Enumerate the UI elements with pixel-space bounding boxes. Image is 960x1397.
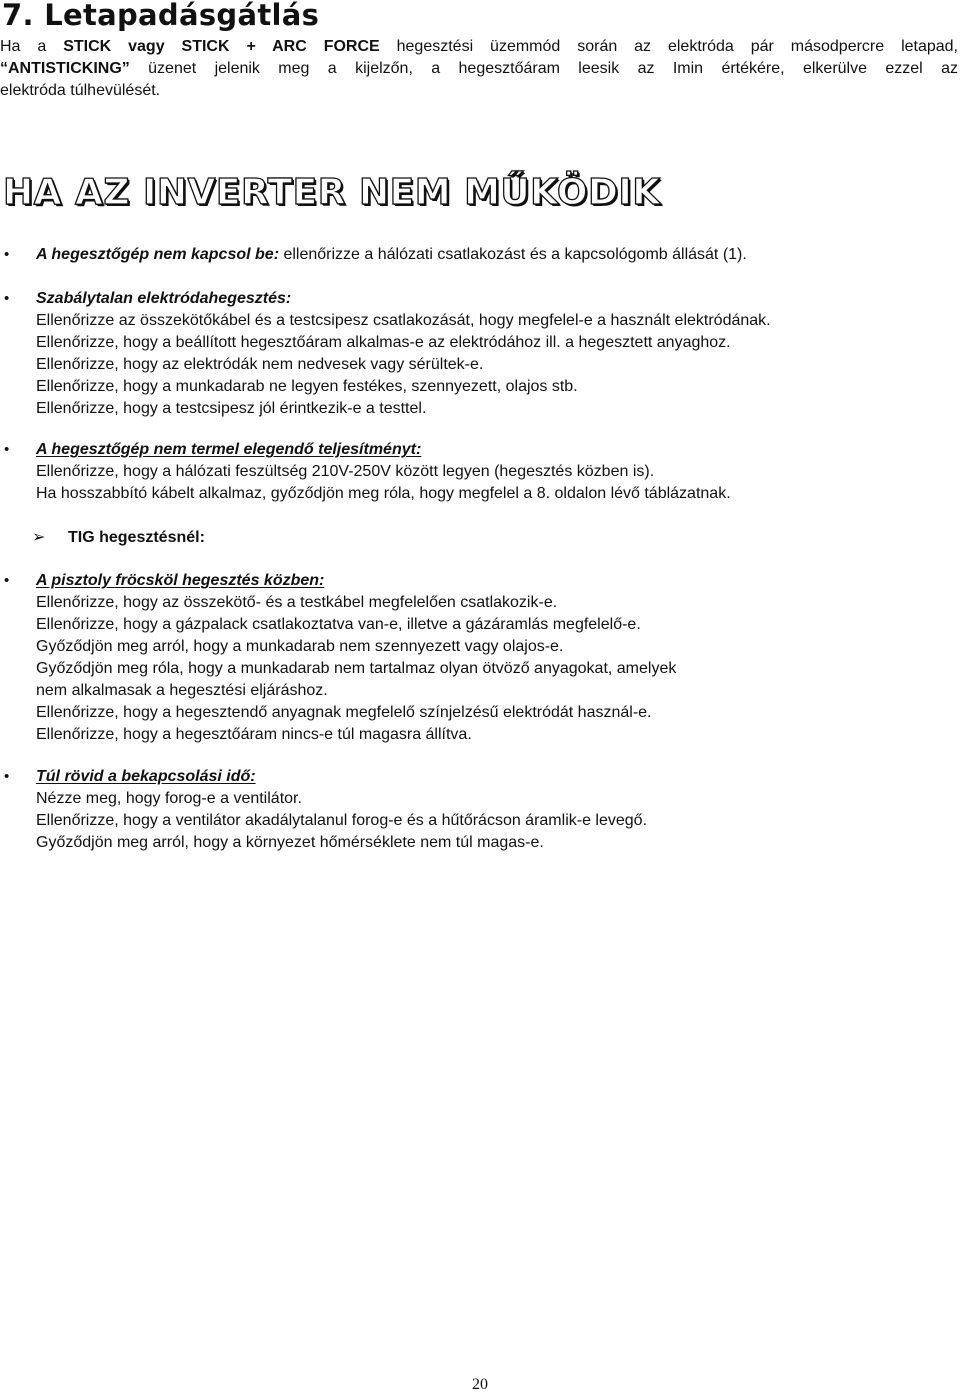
item-line: Ellenőrizze, hogy a hegesztendő anyagnak megfelelő színjelzésű elektródát használ-e.	[36, 704, 652, 721]
item-short-duty-cycle	[4, 766, 956, 854]
item-irregular-welding	[4, 288, 956, 420]
item-line: Győződjön meg arról, hogy a munkadarab nem szennyezett vagy olajos-e.	[36, 638, 564, 655]
tig-subheading-text: TIG hegesztésnél:	[68, 529, 205, 546]
item-line: Ellenőrizze, hogy a ventilátor akadálytalanul forog-e és a hűtőrácson áramlik-e levegő.	[36, 812, 648, 829]
arrow-bullet-icon: ➢	[32, 529, 46, 546]
item-line: Ha hosszabbító kábelt alkalmaz, győződjön meg róla, hogy megfelel a 8. oldalon lévő táblázatnak.	[36, 485, 731, 502]
intro-line-3: elektróda túlhevülését.	[0, 82, 161, 99]
item-heading: Szabálytalan elektródahegesztés:	[36, 290, 292, 307]
bullet-icon: •	[4, 768, 10, 785]
intro-message-name: “ANTISTICKING”	[0, 60, 130, 77]
item-heading: A hegesztőgép nem kapcsol be:	[36, 246, 280, 263]
intro-text: Ha a	[0, 38, 64, 55]
item-line: Ellenőrizze, hogy a munkadarab ne legyen festékes, szennyezett, olajos stb.	[36, 378, 578, 395]
item-heading: Túl rövid a bekapcsolási idő:	[36, 768, 256, 785]
bullet-icon: •	[4, 572, 10, 589]
item-text: ellenőrizze a hálózati csatlakozást és a kapcsológomb állását (1).	[279, 246, 747, 263]
intro-mode-name: STICK vagy STICK + ARC FORCE	[63, 38, 380, 55]
bullet-icon: •	[4, 246, 10, 263]
troubleshooting-heading: HA AZ INVERTER NEM MŰKÖDIK	[3, 172, 661, 213]
item-line: Ellenőrizze, hogy a beállított hegesztőáram alkalmas-e az elektródához ill. a hegesztett anyaghoz.	[36, 334, 731, 351]
item-line: nem alkalmasak a hegesztési eljáráshoz.	[36, 682, 328, 699]
item-line: Ellenőrizze, hogy az összekötő- és a testkábel megfelelően csatlakozik-e.	[36, 594, 558, 611]
item-heading: A pisztoly fröcsköl hegesztés közben:	[36, 572, 325, 589]
item-line: Győződjön meg róla, hogy a munkadarab nem tartalmaz olyan ötvöző anyagokat, amelyek	[36, 660, 677, 677]
item-line: Ellenőrizze, hogy a testcsipesz jól érintkezik-e a testtel.	[36, 400, 427, 417]
item-line: Ellenőrizze az összekötőkábel és a testcsipesz csatlakozását, hogy megfelel-e a használt elektródának.	[36, 312, 771, 329]
item-low-power	[4, 439, 956, 505]
item-no-power-on	[4, 244, 956, 266]
bullet-icon: •	[4, 290, 10, 307]
item-line: Ellenőrizze, hogy az elektródák nem nedvesek vagy sérültek-e.	[36, 356, 484, 373]
intro-line-2	[0, 58, 958, 80]
tig-subheading	[32, 527, 956, 549]
intro-paragraph	[0, 36, 958, 102]
item-line: Ellenőrizze, hogy a hegesztőáram nincs-e túl magasra állítva.	[36, 726, 472, 743]
page-number: 20	[472, 1376, 488, 1393]
intro-line-1	[0, 36, 958, 58]
item-line: Győződjön meg arról, hogy a környezet hőmérséklete nem túl magas-e.	[36, 834, 544, 851]
section-title: 7. Letapadásgátlás	[2, 0, 320, 32]
item-heading: A hegesztőgép nem termel elegendő teljesítményt:	[36, 441, 422, 458]
bullet-icon: •	[4, 441, 10, 458]
item-line: Nézze meg, hogy forog-e a ventilátor.	[36, 790, 302, 807]
item-line: Ellenőrizze, hogy a gázpalack csatlakoztatva van-e, illetve a gázáramlás megfelelő-e.	[36, 616, 641, 633]
item-line: Ellenőrizze, hogy a hálózati feszültség 210V-250V között legyen (hegesztés közben is).	[36, 463, 655, 480]
item-torch-spatter	[4, 570, 956, 746]
intro-text: üzenet jelenik meg a kijelzőn, a hegesztőáram leesik az Imin értékére, elkerülve ezzel az	[129, 60, 958, 77]
intro-text: hegesztési üzemmód során az elektróda pár másodpercre letapad,	[379, 38, 959, 55]
